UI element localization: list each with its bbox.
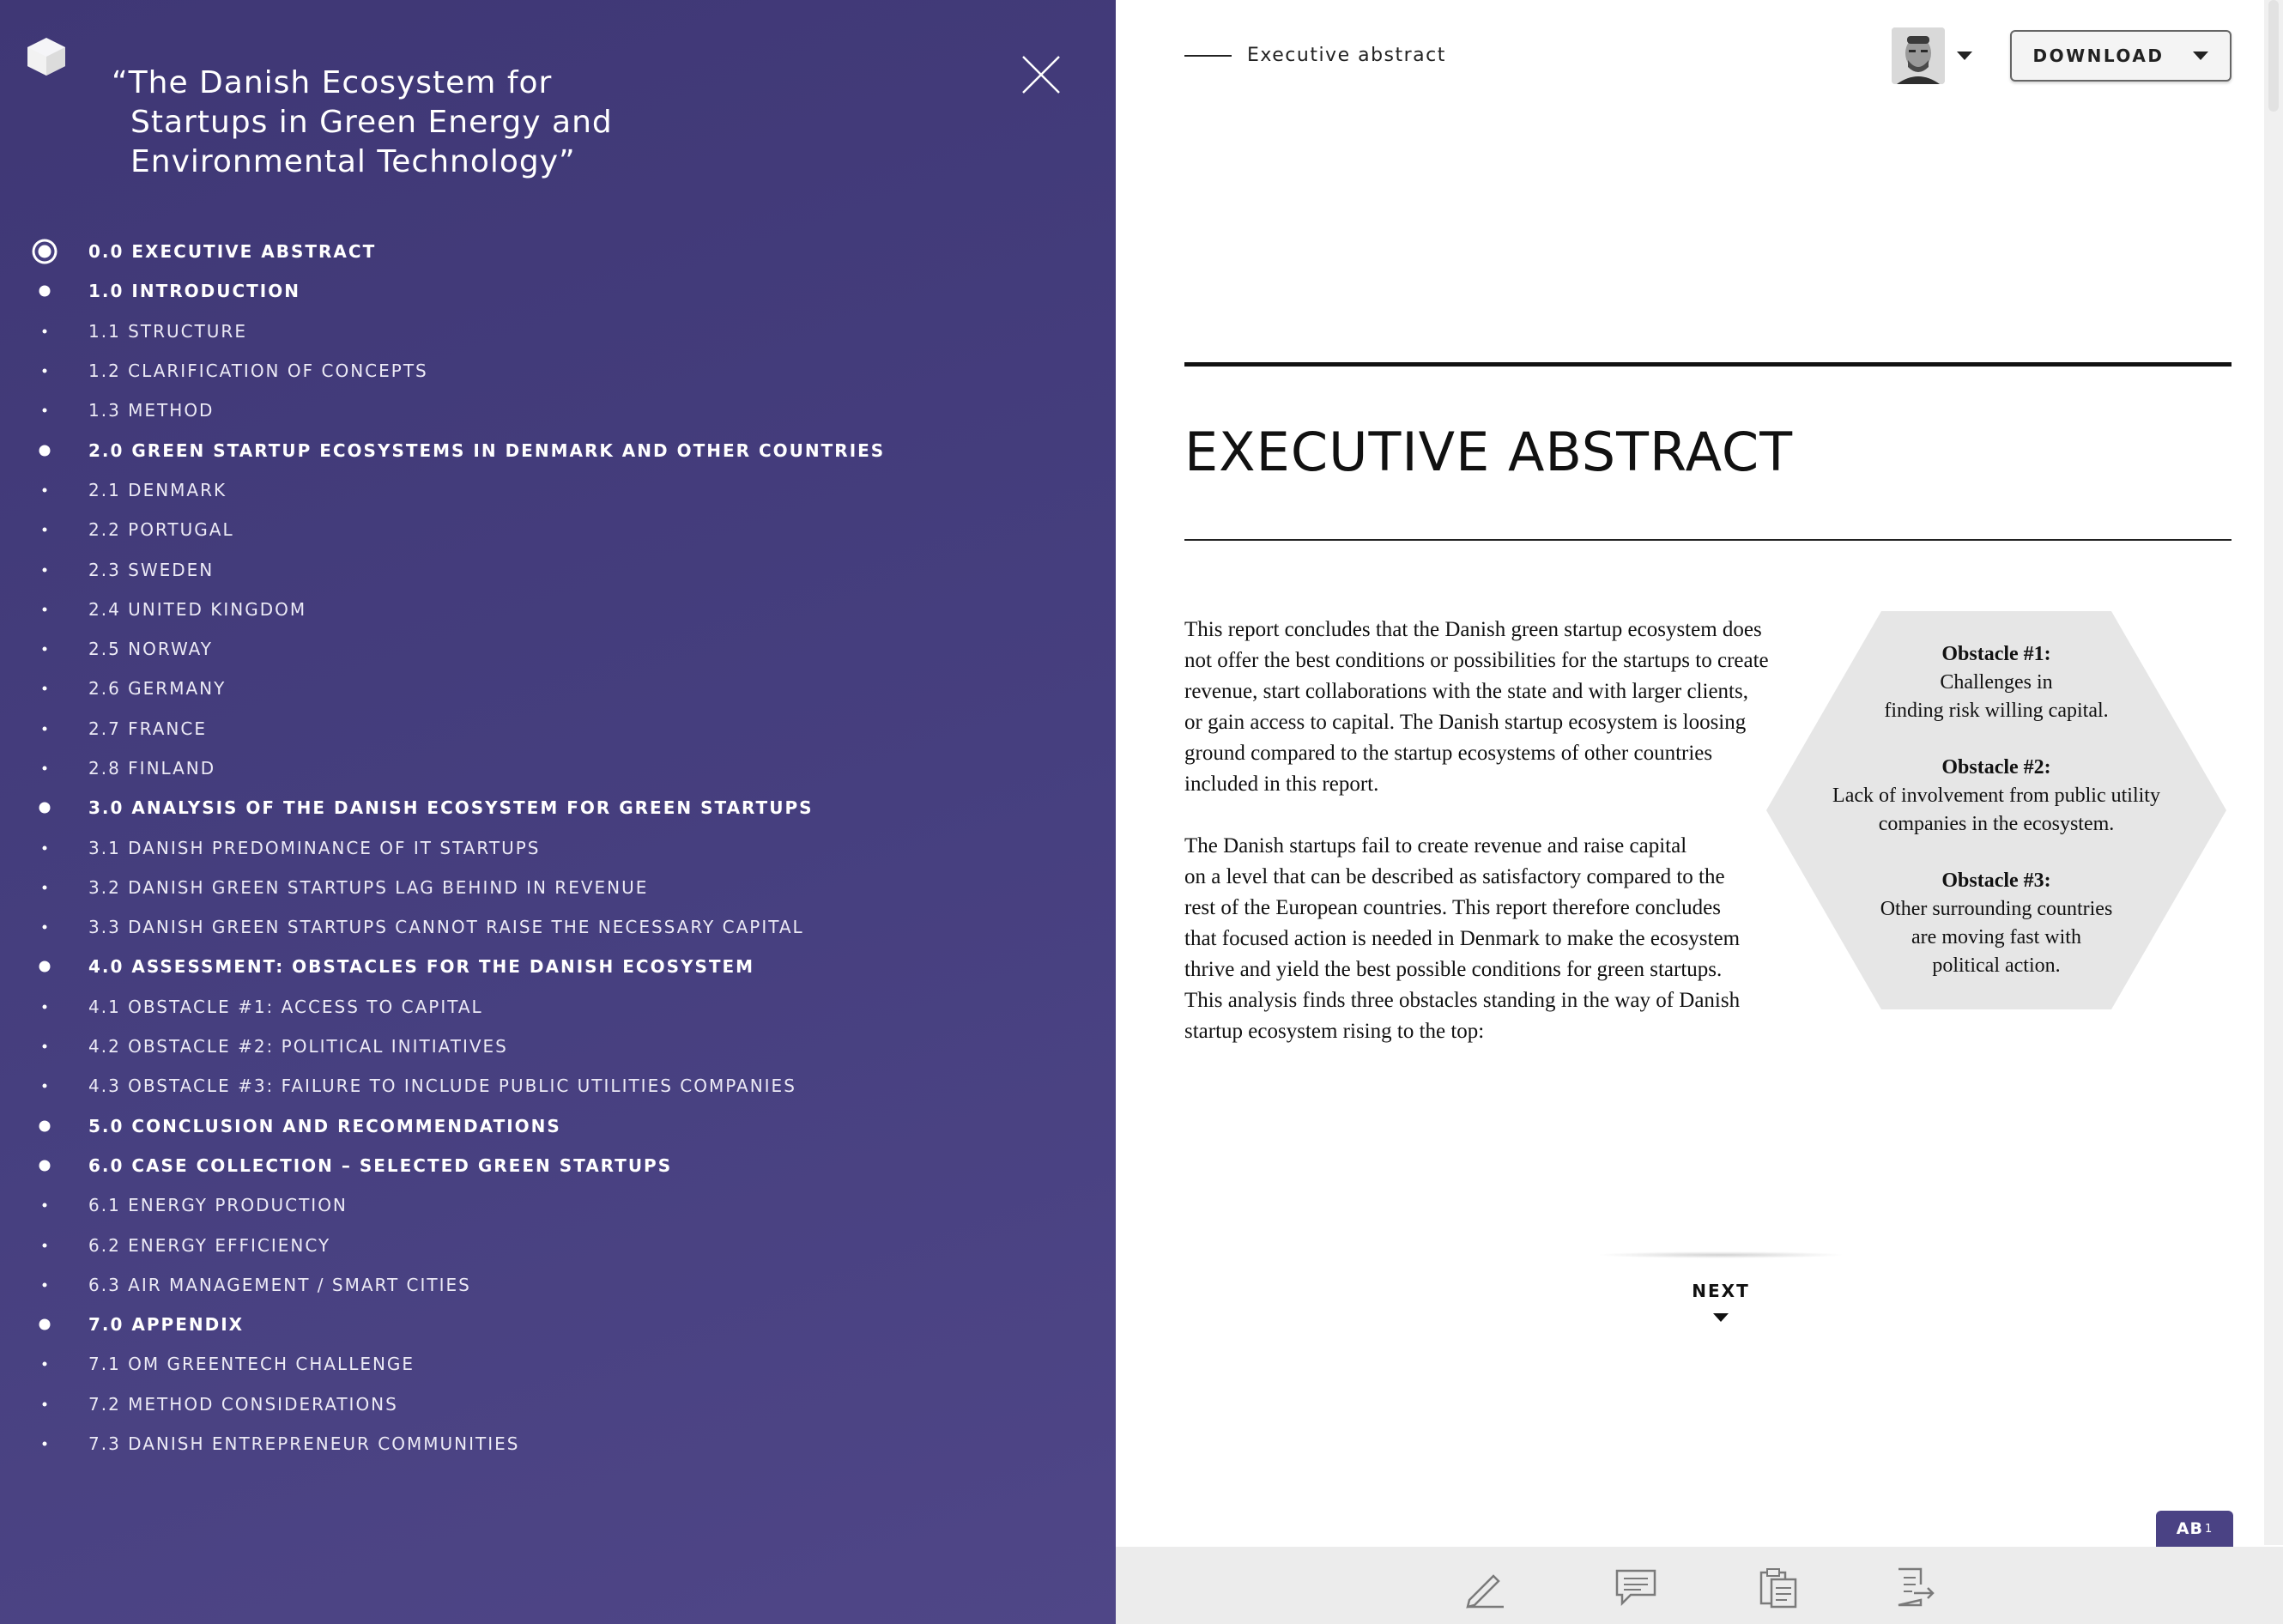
paragraph-line: This analysis finds three obstacles standing in the way of Danish bbox=[1184, 989, 1741, 1012]
document-panel bbox=[1116, 0, 2283, 1624]
bullet-icon bbox=[43, 1084, 47, 1088]
bullet-icon bbox=[39, 445, 51, 456]
toc-item[interactable] bbox=[0, 510, 1099, 549]
toc-item-label: 2.1 DENMARK bbox=[88, 479, 227, 500]
toc-item-label: 7.1 OM GREENTECH CHALLENGE bbox=[88, 1354, 415, 1375]
section-title: EXECUTIVE ABSTRACT bbox=[1184, 421, 1794, 483]
toc-item[interactable] bbox=[0, 590, 1099, 629]
paragraph-line: or gain access to capital. The Danish startup ecosystem is loosing bbox=[1184, 711, 1747, 734]
toc-item-label: 1.3 METHOD bbox=[88, 400, 215, 421]
section-bottom-rule bbox=[1184, 539, 2232, 541]
abstract-body bbox=[1184, 615, 1802, 1078]
obstacle-description: political action. bbox=[1932, 954, 2061, 977]
toc-item[interactable] bbox=[0, 549, 1099, 589]
bullet-icon bbox=[43, 647, 47, 651]
badge-text: AB bbox=[2176, 1519, 2203, 1538]
bullet-icon bbox=[43, 329, 47, 333]
toc-item-label: 7.3 DANISH ENTREPRENEUR COMMUNITIES bbox=[88, 1433, 520, 1455]
toc-item-label: 7.2 METHOD CONSIDERATIONS bbox=[88, 1393, 398, 1415]
bullet-icon bbox=[43, 409, 47, 413]
download-label: DOWNLOAD bbox=[2032, 45, 2165, 66]
toc-list bbox=[0, 232, 1099, 1463]
obstacle-item bbox=[1766, 754, 2226, 839]
paragraph-line: The Danish startups fail to create revenue and raise capital bbox=[1184, 834, 1687, 857]
toc-item-label: 1.0 INTRODUCTION bbox=[88, 281, 300, 302]
toc-item-label: 2.6 GERMANY bbox=[88, 678, 227, 700]
obstacle-item bbox=[1766, 640, 2226, 725]
toc-item[interactable] bbox=[0, 1185, 1099, 1225]
toc-item[interactable] bbox=[0, 1424, 1099, 1463]
toc-item-label: 3.3 DANISH GREEN STARTUPS CANNOT RAISE THE NECESSARY CAPITAL bbox=[88, 917, 804, 938]
bullet-icon bbox=[43, 1282, 47, 1287]
toc-item[interactable] bbox=[0, 947, 1099, 986]
report-title-line: Environmental Technology” bbox=[130, 144, 576, 179]
abstract-paragraph bbox=[1184, 615, 1802, 800]
user-portrait-icon bbox=[1892, 27, 1945, 84]
chevron-down-icon bbox=[2193, 52, 2208, 60]
obstacle-description: Challenges in bbox=[1940, 671, 2053, 694]
toc-item-label: 2.4 UNITED KINGDOM bbox=[88, 598, 307, 620]
toc-item[interactable] bbox=[0, 1225, 1099, 1264]
toc-item-label: 4.0 ASSESSMENT: OBSTACLES FOR THE DANISH ECOSYSTEM bbox=[88, 956, 755, 978]
comment-icon[interactable] bbox=[1614, 1566, 1658, 1609]
clipboard-icon[interactable] bbox=[1756, 1566, 1801, 1609]
bullet-icon bbox=[39, 286, 51, 297]
section-top-rule bbox=[1184, 362, 2232, 367]
paragraph-line: This report concludes that the Danish green startup ecosystem does bbox=[1184, 618, 1762, 641]
toc-item-label: 6.0 CASE COLLECTION – SELECTED GREEN STARTUPS bbox=[88, 1154, 673, 1176]
toc-item[interactable] bbox=[0, 1305, 1099, 1344]
toc-item[interactable] bbox=[0, 1344, 1099, 1384]
toc-item-label: 6.2 ENERGY EFFICIENCY bbox=[88, 1234, 331, 1256]
obstacle-item bbox=[1766, 867, 2226, 980]
obstacle-title: Obstacle #2: bbox=[1941, 756, 2051, 779]
paragraph-line: that focused action is needed in Denmark to make the ecosystem bbox=[1184, 927, 1741, 950]
toc-item[interactable] bbox=[0, 1106, 1099, 1146]
toc-item[interactable] bbox=[0, 232, 1099, 271]
paragraph-line: included in this report. bbox=[1184, 773, 1379, 796]
bullet-icon bbox=[43, 1243, 47, 1247]
obstacle-description: companies in the ecosystem. bbox=[1878, 813, 2115, 835]
toc-item-label: 4.1 OBSTACLE #1: ACCESS TO CAPITAL bbox=[88, 996, 483, 1017]
toc-item-label: 2.3 SWEDEN bbox=[88, 559, 215, 580]
toc-item-label: 3.1 DANISH PREDOMINANCE OF IT STARTUPS bbox=[88, 837, 541, 858]
user-menu[interactable] bbox=[1892, 27, 1972, 84]
bullet-icon bbox=[39, 803, 51, 814]
toc-item-label: 1.1 STRUCTURE bbox=[88, 320, 247, 342]
bullet-icon bbox=[43, 488, 47, 492]
toc-item-label: 5.0 CONCLUSION AND RECOMMENDATIONS bbox=[88, 1115, 561, 1136]
bullet-icon bbox=[43, 925, 47, 930]
bullet-icon bbox=[43, 1203, 47, 1208]
toc-item[interactable] bbox=[0, 827, 1099, 867]
toc-item[interactable] bbox=[0, 271, 1099, 311]
toc-item-label: 6.3 AIR MANAGEMENT / SMART CITIES bbox=[88, 1274, 471, 1295]
toc-item[interactable] bbox=[0, 351, 1099, 391]
badge-superscript: 1 bbox=[2204, 1522, 2213, 1536]
toc-item-label: 1.2 CLARIFICATION OF CONCEPTS bbox=[88, 361, 428, 382]
toc-item[interactable] bbox=[0, 788, 1099, 827]
bullet-icon bbox=[43, 1045, 47, 1049]
document-export-icon[interactable] bbox=[1893, 1566, 1938, 1609]
obstacle-description: are moving fast with bbox=[1911, 926, 2081, 948]
avatar[interactable] bbox=[1892, 27, 1945, 84]
bottom-toolbar bbox=[1116, 1547, 2283, 1624]
toc-item-label: 2.2 PORTUGAL bbox=[88, 519, 234, 541]
obstacle-title: Obstacle #3: bbox=[1941, 870, 2051, 892]
toc-item-label: 2.8 FINLAND bbox=[88, 758, 216, 779]
abstract-badge[interactable] bbox=[2156, 1511, 2233, 1547]
toc-item-label: 4.3 OBSTACLE #3: FAILURE TO INCLUDE PUBLIC UTILITIES COMPANIES bbox=[88, 1076, 796, 1097]
obstacle-description: Lack of involvement from public utility bbox=[1832, 785, 2160, 807]
paragraph-line: ground compared to the startup ecosystems of other countries bbox=[1184, 742, 1713, 765]
toc-item-label: 2.5 NORWAY bbox=[88, 639, 213, 660]
toc-item[interactable] bbox=[0, 312, 1099, 351]
toc-item-label: 2.7 FRANCE bbox=[88, 718, 207, 739]
paragraph-line: on a level that can be described as satisfactory compared to the bbox=[1184, 865, 1725, 888]
toc-item[interactable] bbox=[0, 868, 1099, 907]
bullet-icon bbox=[43, 369, 47, 373]
breadcrumb-divider bbox=[1184, 55, 1232, 57]
toc-item[interactable] bbox=[0, 1066, 1099, 1106]
scrollbar-thumb[interactable] bbox=[2268, 0, 2279, 112]
pen-icon[interactable] bbox=[1462, 1566, 1507, 1609]
bullet-icon bbox=[43, 607, 47, 611]
report-title-line: “The Danish Ecosystem for bbox=[112, 65, 553, 100]
toc-item-label: 4.2 OBSTACLE #2: POLITICAL INITIATIVES bbox=[88, 1036, 508, 1057]
report-title-line: Startups in Green Energy and bbox=[130, 105, 613, 140]
toc-item-label: 7.0 APPENDIX bbox=[88, 1314, 245, 1336]
obstacles-list bbox=[1766, 611, 2226, 1009]
bullet-icon bbox=[39, 1319, 51, 1330]
next-label: NEXT bbox=[1692, 1281, 1750, 1301]
obstacle-description: Other surrounding countries bbox=[1880, 898, 2113, 920]
logo-hexagon-icon[interactable] bbox=[24, 36, 69, 77]
toc-item[interactable] bbox=[0, 1146, 1099, 1185]
scrollbar[interactable] bbox=[2264, 0, 2283, 1545]
next-divider bbox=[1596, 1251, 1845, 1258]
close-icon[interactable] bbox=[1020, 53, 1063, 96]
toc-panel bbox=[0, 0, 1116, 1624]
bullet-icon bbox=[43, 726, 47, 730]
abstract-paragraph bbox=[1184, 831, 1802, 1047]
chevron-down-icon bbox=[1713, 1313, 1729, 1322]
breadcrumb bbox=[1184, 45, 1446, 66]
paragraph-line: rest of the European countries. This report therefore concludes bbox=[1184, 896, 1721, 919]
toc-item[interactable] bbox=[0, 709, 1099, 748]
next-button[interactable] bbox=[1596, 1251, 1845, 1322]
bullet-icon bbox=[43, 1362, 47, 1366]
toc-item-label: 3.0 ANALYSIS OF THE DANISH ECOSYSTEM FOR GREEN STARTUPS bbox=[88, 797, 814, 819]
toc-item[interactable] bbox=[0, 391, 1099, 430]
bullet-icon bbox=[43, 885, 47, 889]
bullet-icon bbox=[43, 1004, 47, 1009]
paragraph-line: thrive and yield the best possible conditions for green startups. bbox=[1184, 958, 1723, 981]
toc-item-label: 0.0 EXECUTIVE ABSTRACT bbox=[88, 241, 377, 263]
bullet-icon bbox=[43, 1442, 47, 1446]
toc-item-label: 2.0 GREEN STARTUP ECOSYSTEMS IN DENMARK AND OTHER COUNTRIES bbox=[88, 439, 886, 461]
toc-item[interactable] bbox=[0, 1385, 1099, 1424]
toc-item[interactable] bbox=[0, 748, 1099, 788]
toc-item[interactable] bbox=[0, 629, 1099, 669]
breadcrumb-label: Executive abstract bbox=[1247, 45, 1446, 66]
bullet-icon bbox=[39, 961, 51, 973]
bullet-icon bbox=[43, 1402, 47, 1406]
toc-item[interactable] bbox=[0, 669, 1099, 708]
active-bullet-icon bbox=[39, 245, 51, 258]
bullet-icon bbox=[43, 687, 47, 691]
report-title bbox=[112, 64, 730, 182]
paragraph-line: startup ecosystem rising to the top: bbox=[1184, 1020, 1485, 1043]
bullet-icon bbox=[39, 1160, 51, 1171]
chevron-down-icon[interactable] bbox=[1957, 52, 1972, 60]
bullet-icon bbox=[43, 567, 47, 572]
bullet-icon bbox=[43, 767, 47, 771]
obstacle-description: finding risk willing capital. bbox=[1884, 700, 2109, 722]
bullet-icon bbox=[43, 528, 47, 532]
toc-item[interactable] bbox=[0, 1027, 1099, 1066]
bullet-icon bbox=[39, 1120, 51, 1131]
toc-item[interactable] bbox=[0, 1265, 1099, 1305]
obstacle-title: Obstacle #1: bbox=[1941, 643, 2051, 665]
download-button[interactable] bbox=[2010, 30, 2232, 82]
toc-item[interactable] bbox=[0, 907, 1099, 947]
bullet-icon bbox=[43, 845, 47, 850]
toc-item[interactable] bbox=[0, 987, 1099, 1027]
paragraph-line: revenue, start collaborations with the state and with larger clients, bbox=[1184, 680, 1748, 703]
paragraph-line: not offer the best conditions or possibilities for the startups to create bbox=[1184, 649, 1769, 672]
obstacles-hexagon bbox=[1766, 611, 2226, 1009]
toc-item-label: 6.1 ENERGY PRODUCTION bbox=[88, 1195, 348, 1216]
toc-item[interactable] bbox=[0, 430, 1099, 470]
toc-item[interactable] bbox=[0, 470, 1099, 510]
toc-item-label: 3.2 DANISH GREEN STARTUPS LAG BEHIND IN REVENUE bbox=[88, 876, 649, 898]
